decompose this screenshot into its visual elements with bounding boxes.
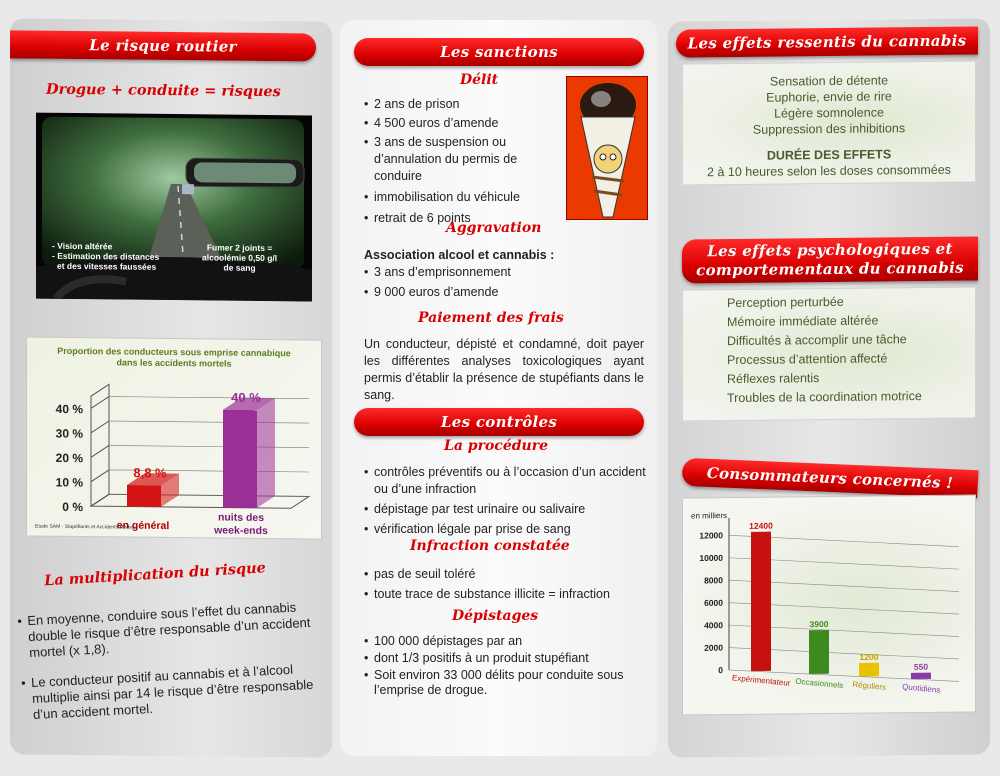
procedure-item: • dépistage par test urinaire ou salivaire: [364, 501, 648, 518]
delit-title: Délit: [460, 72, 499, 88]
chart1-bar: [223, 410, 257, 508]
chart2-category-label: Occasionnels: [794, 676, 844, 691]
chart2-value-label: 1200: [859, 651, 879, 663]
chart1-gridline: [91, 421, 109, 433]
chart2-value-label: 3900: [809, 619, 829, 630]
psy-item: Troubles de la coordination motrice: [727, 389, 922, 406]
psy-item: Processus d’attention affecté: [727, 351, 888, 368]
chart1-gridline: [91, 445, 109, 457]
aggravation-title: Aggravation: [446, 220, 542, 236]
chart1-tick-label: 30 %: [55, 426, 83, 441]
chart1-tick-label: 10 %: [55, 475, 83, 490]
chart-footnote: Etude SAM - Stupéfiants et Accidents Mortels: [35, 523, 136, 531]
chart1-value-label: 40 %: [231, 389, 261, 406]
depistages-item: • Soit environ 33 000 délits pour conduite sous l’emprise de drogue.: [364, 668, 648, 698]
chart2-category-label: Expérimentateur: [731, 673, 791, 688]
procedure-item: • contrôles préventifs ou à l’occasion d’un accident ou d’une infraction: [364, 464, 648, 498]
delit-item: • immobilisation du véhicule: [364, 189, 546, 206]
chart1-gridline: [109, 445, 309, 447]
chart1-tick-label: 20 %: [55, 450, 83, 466]
chart2-tick-label: 12000: [699, 530, 723, 541]
delit-item: • 3 ans de suspension ou d’annulation du permis de conduire: [364, 134, 546, 185]
effets-box: [682, 60, 976, 185]
caption-joints: Fumer 2 joints = alcoolémie 0,50 g/l de sang: [202, 242, 278, 273]
ribbon-effets-psychologiques: Les effets psychologiques et comportementaux du cannabis: [682, 236, 978, 283]
chart1-gridline: [109, 421, 309, 423]
procedure-list: [364, 464, 648, 540]
chart2-bar: [751, 532, 771, 671]
risk-bullet-list: [17, 598, 323, 725]
chart2-tick-label: 8000: [704, 575, 723, 586]
chart1-value-label: 8,8 %: [133, 465, 167, 481]
chart2-bar: [911, 673, 931, 679]
delit-item: • 2 ans de prison: [364, 96, 546, 113]
effet-item: Sensation de détente: [769, 73, 889, 89]
effet-item: Euphorie, envie de rire: [766, 89, 892, 105]
panel-sanctions-controles: [340, 20, 658, 756]
infraction-item: • toute trace de substance illicite = infraction: [364, 586, 648, 603]
infraction-list: [364, 566, 648, 605]
chart2-tick-label: 2000: [704, 642, 723, 653]
chart2-value-label: 12400: [749, 520, 773, 531]
risk-bullet-item: • Le conducteur positif au cannabis et à l’alcool multiplie ainsi par 14 le risque d’être responsable d’un accident mortel.: [21, 660, 323, 723]
aggravation-intro: Association alcool et cannabis :: [364, 248, 555, 262]
windshield-photo: [36, 113, 312, 302]
chart1-category-label: en général: [116, 519, 170, 532]
chart-consommateurs-svg: [683, 495, 977, 716]
cartoon-joint-illustration: [566, 76, 648, 220]
chart2-category-label: Quotidiens: [901, 682, 941, 695]
road-scene-image: [36, 113, 312, 302]
chart-proportion-title: Proportion des conducteurs sous emprise cannabique dans les accidents mortels: [57, 345, 291, 369]
subtitle-drogue-conduite: Drogue + conduite = risques: [46, 80, 281, 101]
chart1-tick-label: 0 %: [62, 499, 83, 515]
delit-item: • 4 500 euros d’amende: [364, 115, 546, 132]
chart-proportion-svg: [27, 337, 323, 540]
duree-text: 2 à 10 heures selon les doses consommées: [707, 162, 951, 180]
delit-item: • retrait de 6 points: [364, 210, 546, 227]
chart2-tick-label: 0: [718, 665, 723, 676]
chart2-category-label: Réguliers: [851, 679, 887, 692]
psy-item: Mémoire immédiate altérée: [727, 313, 879, 330]
chart2-value-label: 550: [913, 661, 929, 672]
psy-item: Difficultés à accomplir une tâche: [727, 332, 907, 349]
depistages-title: Dépistages: [452, 608, 539, 624]
risk-multiplication-title: La multiplication du risque: [43, 559, 267, 590]
chart2-tick-label: 4000: [704, 620, 723, 631]
aggravation-list: [364, 264, 644, 303]
psy-item: Réflexes ralentis: [727, 371, 820, 387]
aggravation-item: • 9 000 euros d’amende: [364, 284, 644, 301]
procedure-title: La procédure: [444, 438, 548, 454]
duree-title: DURÉE DES EFFETS: [766, 147, 892, 163]
chart1-gridline: [109, 397, 309, 399]
psy-item: Perception perturbée: [727, 294, 844, 311]
ribbon-consommateurs: Consommateurs concernés !: [681, 458, 978, 498]
chart2-bar: [809, 630, 829, 674]
panel-risque-routier: [10, 18, 332, 757]
chart2-tick-label: 10000: [699, 552, 723, 564]
panel-effets: [668, 18, 990, 757]
effet-item: Légère somnolence: [774, 105, 884, 121]
effet-item: Suppression des inhibitions: [752, 121, 906, 137]
risk-bullet-item: • En moyenne, conduire sous l’effet du cannabis double le risque d’être responsable d’un accident mortel (x 1,8).: [17, 598, 319, 661]
chart1-category-label: week-ends: [214, 524, 268, 538]
chart1-gridline: [91, 494, 109, 506]
chart1-bar-side: [257, 398, 275, 508]
chart1-gridline: [91, 470, 109, 482]
chart1-bar: [127, 485, 161, 507]
procedure-item: • vérification légale par prise de sang: [364, 521, 648, 538]
chart-consommateurs-box: [682, 494, 976, 715]
caption-vision: - Vision altérée - Estimation des distances et des vitesses faussées: [52, 240, 160, 272]
ribbon-sanctions: Les sanctions: [354, 38, 644, 66]
infraction-item: • pas de seuil toléré: [364, 566, 648, 583]
chart2-bar: [859, 663, 879, 677]
depistages-item: • dont 1/3 positifs à un produit stupéfiant: [364, 651, 648, 666]
chart-proportion-box: [26, 336, 322, 539]
chart1-category-label: nuits des: [217, 511, 265, 524]
chart2-tick-label: 6000: [704, 597, 723, 608]
chart1-gridline: [91, 396, 109, 408]
psy-box: [682, 286, 976, 421]
depistages-item: • 100 000 dépistages par an: [364, 634, 648, 649]
chart1-tick-label: 40 %: [55, 402, 83, 417]
frais-title: Paiement des frais: [418, 310, 564, 326]
delit-list: [364, 96, 546, 229]
ribbon-controles: Les contrôles: [354, 408, 644, 436]
aggravation-item: • 3 ans d’emprisonnement: [364, 264, 644, 281]
chart2-unit-label: en milliers: [691, 511, 728, 521]
cartoon-joint-icon: [567, 77, 649, 221]
frais-text: Un conducteur, dépisté et condamné, doit payer les différentes analyses toxicologiques ayant permis d’établir la présence de stupéfiants dans le sang.: [364, 337, 644, 402]
infraction-title: Infraction constatée: [410, 538, 570, 554]
ribbon-effets-ressentis: Les effets ressentis du cannabis: [676, 26, 978, 57]
ribbon-risque-routier: Le risque routier: [10, 30, 316, 61]
depistages-list: [364, 634, 648, 700]
